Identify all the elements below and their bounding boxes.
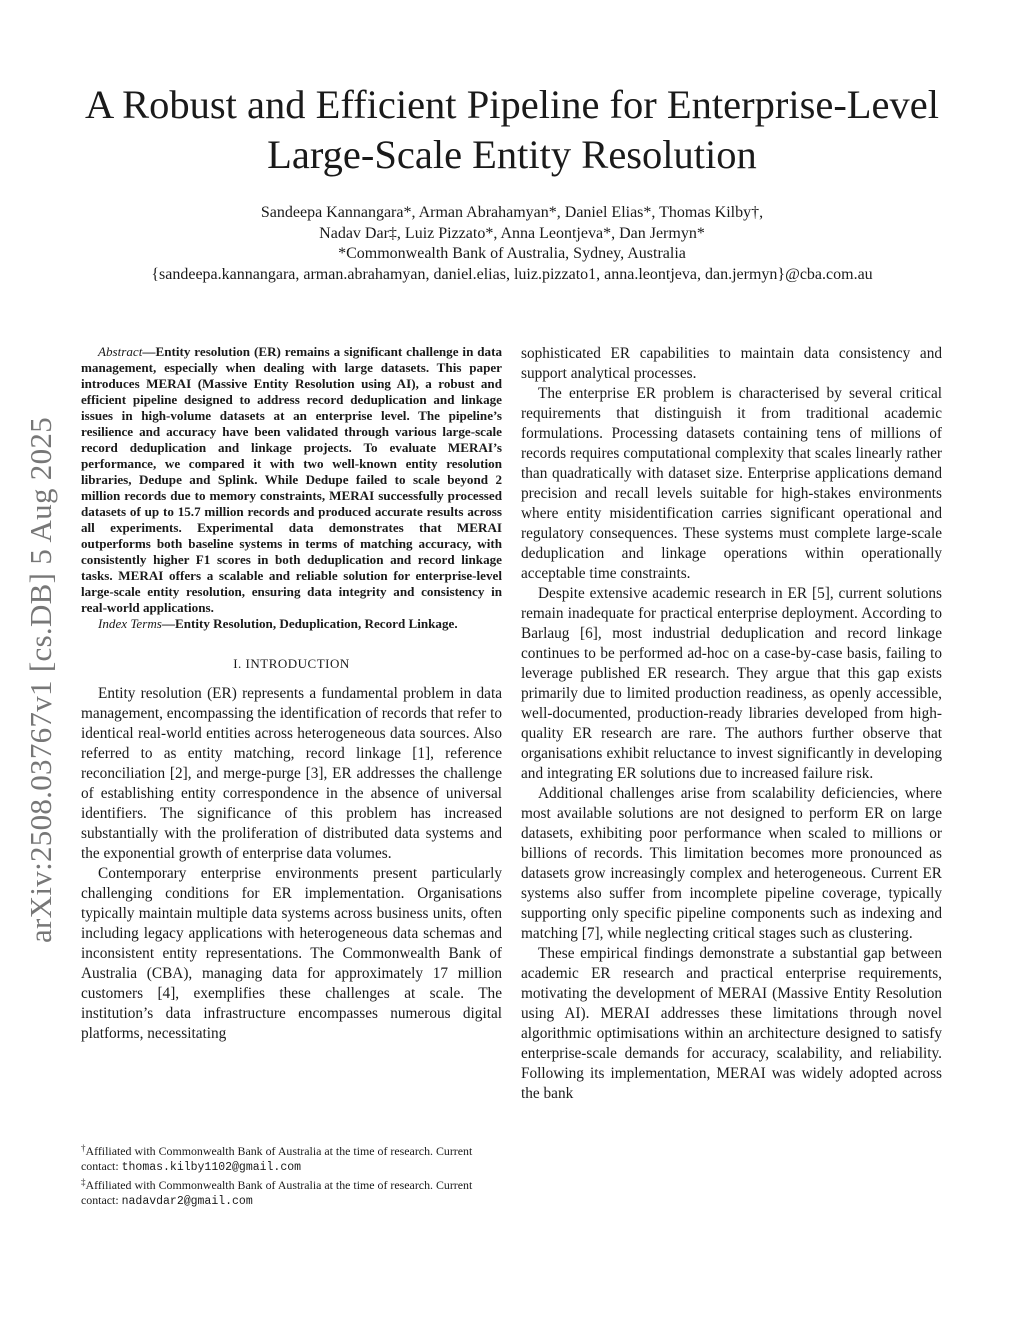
paragraph: Contemporary enterprise environments present particularly challenging conditions for ER implementation. Organisations typically maintain multiple data systems across business units, often including legacy applications with heterogeneous data schemas and inconsistent entity representations. The Commonwealth Bank of Australia (CBA), managing data for approximately 17 million customers [4], exemplifies these challenges at scale. The institution’s data infrastructure encompasses numerous digital platforms, necessitating <box>81 865 502 1042</box>
footnote-contact-email[interactable]: nadavdar2@gmail.com <box>121 1194 253 1208</box>
arxiv-identifier-stamp <box>14 380 68 980</box>
paragraph: Despite extensive academic research in ER [5], current solutions remain inadequate for practical enterprise deployment. According to Barlaug [6], most industrial deduplication and record linkage continues to be performed ad-hoc on a case-by-case basis, failing to leverage published ER research. They argue that this gap exists primarily due to limited production readiness, as openly accessible, well-documented, production-ready libraries developed from high-quality ER research are rare. The authors further observe that organisations exhibit reluctance to invest significantly in developing and integrating ER solutions due to increased failure risk. <box>521 585 942 782</box>
abstract-lead: Abstract <box>98 344 143 359</box>
abstract <box>81 344 502 616</box>
paragraph: Entity resolution (ER) represents a fundamental problem in data management, encompassing the identification of records that refer to identical real-world entities across heterogeneous data sources. Also referred to as entity matching, record linkage [1], reference reconciliation [2], and merge-purge [3], ER addresses the challenge of establishing entity correspondence in the absence of universal identifiers. The significance of this problem has increased substantially with the proliferation of distributed data systems and the exponential growth of enterprise data volumes. <box>81 685 502 862</box>
author-line-1: Sandeepa Kannangara*, Arman Abrahamyan*, Daniel Elias*, Thomas Kilby†, <box>260 204 764 221</box>
paper-title: A Robust and Efficient Pipeline for Enterprise-Level Large-Scale Entity Resolution <box>84 82 940 177</box>
footnote-contact-email[interactable]: thomas.kilby1102@gmail.com <box>121 1160 302 1174</box>
abstract-text: —Entity resolution (ER) remains a significant challenge in data management, especially when dealing with large datasets. This paper introduces MERAI (Massive Entity Resolution using AI), a robust and efficient pipeline designed to address record deduplication and linkage issues in high-volume datasets at an enterprise level. The pipeline’s resilience and accuracy have been validated through various large-scale record deduplication and linkage projects. To evaluate MERAI’s performance, we compared it with two well-known entity resolution libraries, Dedupe and Splink. While Dedupe failed to scale beyond 2 million records due to memory constraints, MERAI successfully processed datasets of up to 15.7 million records and produced accurate results across all experiments. Experimental data demonstrates that MERAI outperforms both baseline systems in terms of matching accuracy, with consistently higher F1 scores in both deduplication and record linkage tasks. MERAI offers a scalable and reliable solution for enterprise-level large-scale entity resolution, ensuring data integrity and consistency in real-world applications. <box>81 344 502 615</box>
footnote <box>81 1175 502 1209</box>
footnote <box>81 1141 502 1175</box>
author-block <box>60 203 964 285</box>
paragraph: sophisticated ER capabilities to maintain data consistency and support analytical processes. <box>521 345 942 382</box>
footnote-text: Affiliated with Commonwealth Bank of Australia at the time of research. Current contact: <box>81 1178 473 1207</box>
index-terms-text: —Entity Resolution, Deduplication, Record Linkage. <box>161 616 458 631</box>
footnote-text: Affiliated with Commonwealth Bank of Australia at the time of research. Current contact: <box>81 1144 473 1173</box>
footnote-mark: ‡ <box>81 1177 86 1188</box>
index-terms <box>81 616 502 632</box>
index-terms-lead: Index Terms <box>98 616 162 631</box>
paragraph: Additional challenges arise from scalability deficiencies, where most available solutions are not designed to perform ER on large datasets, exhibiting poor performance when scaled to millions or billions of records. This limitation becomes more pronounced as datasets grow increasingly complex and heterogeneous. Current ER systems also suffer from incomplete pipeline coverage, typically supporting only specific pipeline components such as indexing and matching [7], while neglecting critical stages such as clustering. <box>521 785 942 942</box>
footnote-mark: † <box>81 1143 86 1153</box>
paragraph: The enterprise ER problem is characterised by several critical requirements that distinguish it from traditional academic formulations. Processing datasets containing tens of millions of records requires computational complexity that scales linearly rather than quadratically with dataset size. Enterprise applications demand precision and recall levels suitable for high-stakes environments where entity misidentification carries significant operational and regulatory consequences. These systems must complete large-scale deduplication and linkage operations within operationally acceptable time constraints. <box>521 385 942 582</box>
footnotes <box>81 1141 502 1209</box>
author-emails: {sandeepa.kannangara, arman.abrahamyan, daniel.elias, luiz.pizzato1, anna.leontjeva, dan.jermyn}@cba.com.au <box>151 265 873 283</box>
section-heading-introduction: I. INTRODUCTION <box>233 656 350 671</box>
paragraph: These empirical findings demonstrate a substantial gap between academic ER research and practical enterprise requirements, motivating the development of MERAI (Massive Entity Resolution using AI). MERAI addresses these limitations through novel algorithmic optimisations within an architecture designed to satisfy enterprise-scale demands for accuracy, scalability, and reliability. Following its implementation, MERAI was widely adopted across the bank <box>521 945 942 1102</box>
affiliation: *Commonwealth Bank of Australia, Sydney, Australia <box>338 245 686 262</box>
author-line-2: Nadav Dar‡, Luiz Pizzato*, Anna Leontjeva*, Dan Jermyn* <box>319 224 705 242</box>
right-column <box>521 344 942 1104</box>
left-column <box>81 344 502 1044</box>
arxiv-identifier-text: arXiv:2508.03767v1 [cs.DB] 5 Aug 2025 <box>23 416 59 944</box>
